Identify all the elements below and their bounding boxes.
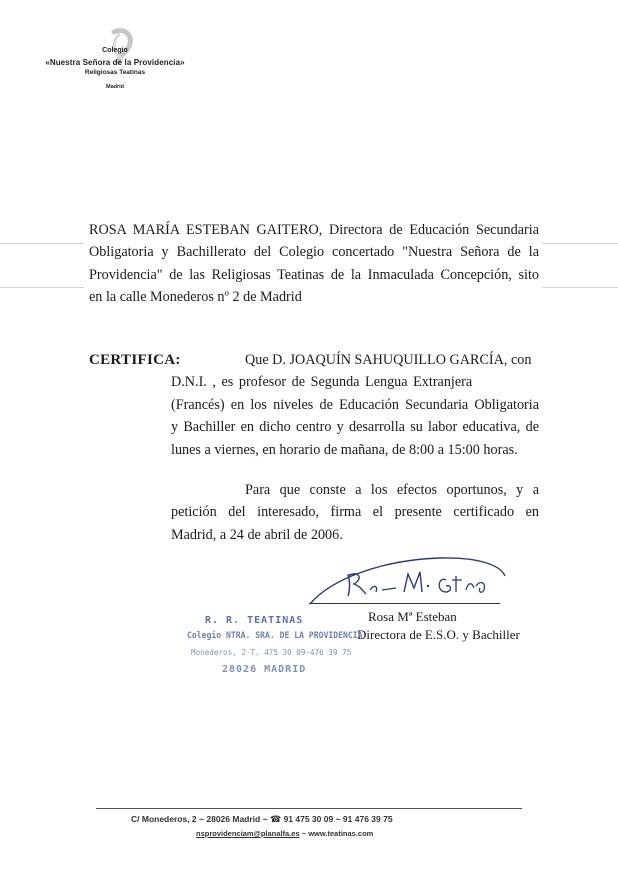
- stamp-line: Colegio NTRA. SRA. DE LA PROVIDENCIA: [187, 631, 363, 641]
- footer-phone: 91 475 30 09: [283, 814, 334, 824]
- letterhead-city: Madrid: [105, 84, 125, 90]
- footer-email-link[interactable]: nsprovidenciam@planalfa.es: [196, 829, 300, 838]
- scan-line: [542, 287, 618, 288]
- footer-separator: ~: [262, 814, 268, 824]
- certifica-line: D.N.I. , es profesor de Segunda Lengua Extranjera: [171, 374, 473, 391]
- intro-line: ROSA MARÍA ESTEBAN GAITERO, Directora de Educación Secundaria: [89, 222, 539, 238]
- closing-line: petición del interesado, firma el presente certificado en: [171, 504, 539, 521]
- certifica-paragraph: [171, 349, 539, 461]
- handwritten-signature: [300, 552, 510, 614]
- footer-separator: ~: [335, 814, 341, 824]
- stamp-line: R. R. TEATINAS: [205, 615, 304, 626]
- footer-contact-line: [131, 814, 393, 825]
- footer-web-line: [196, 829, 373, 838]
- footer-postal: 28026 Madrid: [206, 814, 261, 824]
- signer-name: Rosa Mª Esteban: [368, 609, 457, 624]
- certifica-line: (Francés) en los niveles de Educación Secundaria Obligatoria: [171, 396, 539, 413]
- closing-line: Madrid, a 24 de abril de 2006.: [171, 526, 343, 543]
- footer-website[interactable]: www.teatinas.com: [308, 829, 374, 838]
- footer-address: C/ Monederos, 2: [131, 814, 197, 824]
- certifica-line: Que D. JOAQUÍN SAHUQUILLO GARCÍA, con: [245, 352, 532, 368]
- footer-phone: 91 476 39 75: [342, 814, 393, 824]
- letterhead-religiosas: Religiosas Teatinas: [84, 69, 146, 76]
- intro-line: Obligatoria y Bachillerato del Colegio concertado "Nuestra Señora de la: [89, 244, 539, 261]
- letterhead-colegio: Colegio: [102, 47, 128, 54]
- signer-title: Directora de E.S.O. y Bachiller: [357, 627, 520, 642]
- letterhead-school-name: «Nuestra Señora de la Providencia»: [45, 58, 185, 67]
- signature-rule: [309, 603, 500, 604]
- phone-icon: ☎: [269, 814, 282, 824]
- footer-rule: [96, 808, 522, 809]
- intro-line: en la calle Monederos nº 2 de Madrid: [89, 289, 302, 306]
- certifica-line: lunes a viernes, en horario de mañana, de 8:00 a 15:00 horas.: [171, 441, 518, 458]
- closing-line: Para que conste a los efectos oportunos, y a: [245, 482, 539, 498]
- stamp-line: Monederos, 2-T. 475 30 09-476 39 75: [191, 648, 352, 657]
- intro-line: Providencia" de las Religiosas Teatinas de la Inmaculada Concepción, sito: [89, 266, 539, 283]
- certifica-label: CERTIFICA:: [89, 352, 181, 368]
- scan-line: [542, 243, 618, 244]
- certifica-line: y Bachiller en dicho centro y desarrolla su labor educativa, de: [171, 419, 539, 436]
- closing-paragraph: [171, 479, 539, 546]
- stamp-line: 28026 MADRID: [222, 664, 307, 675]
- intro-paragraph: [89, 219, 539, 309]
- scan-line: [0, 243, 84, 244]
- scan-line: [0, 287, 84, 288]
- footer-separator: ~: [199, 814, 204, 824]
- footer-separator: ~: [301, 829, 307, 838]
